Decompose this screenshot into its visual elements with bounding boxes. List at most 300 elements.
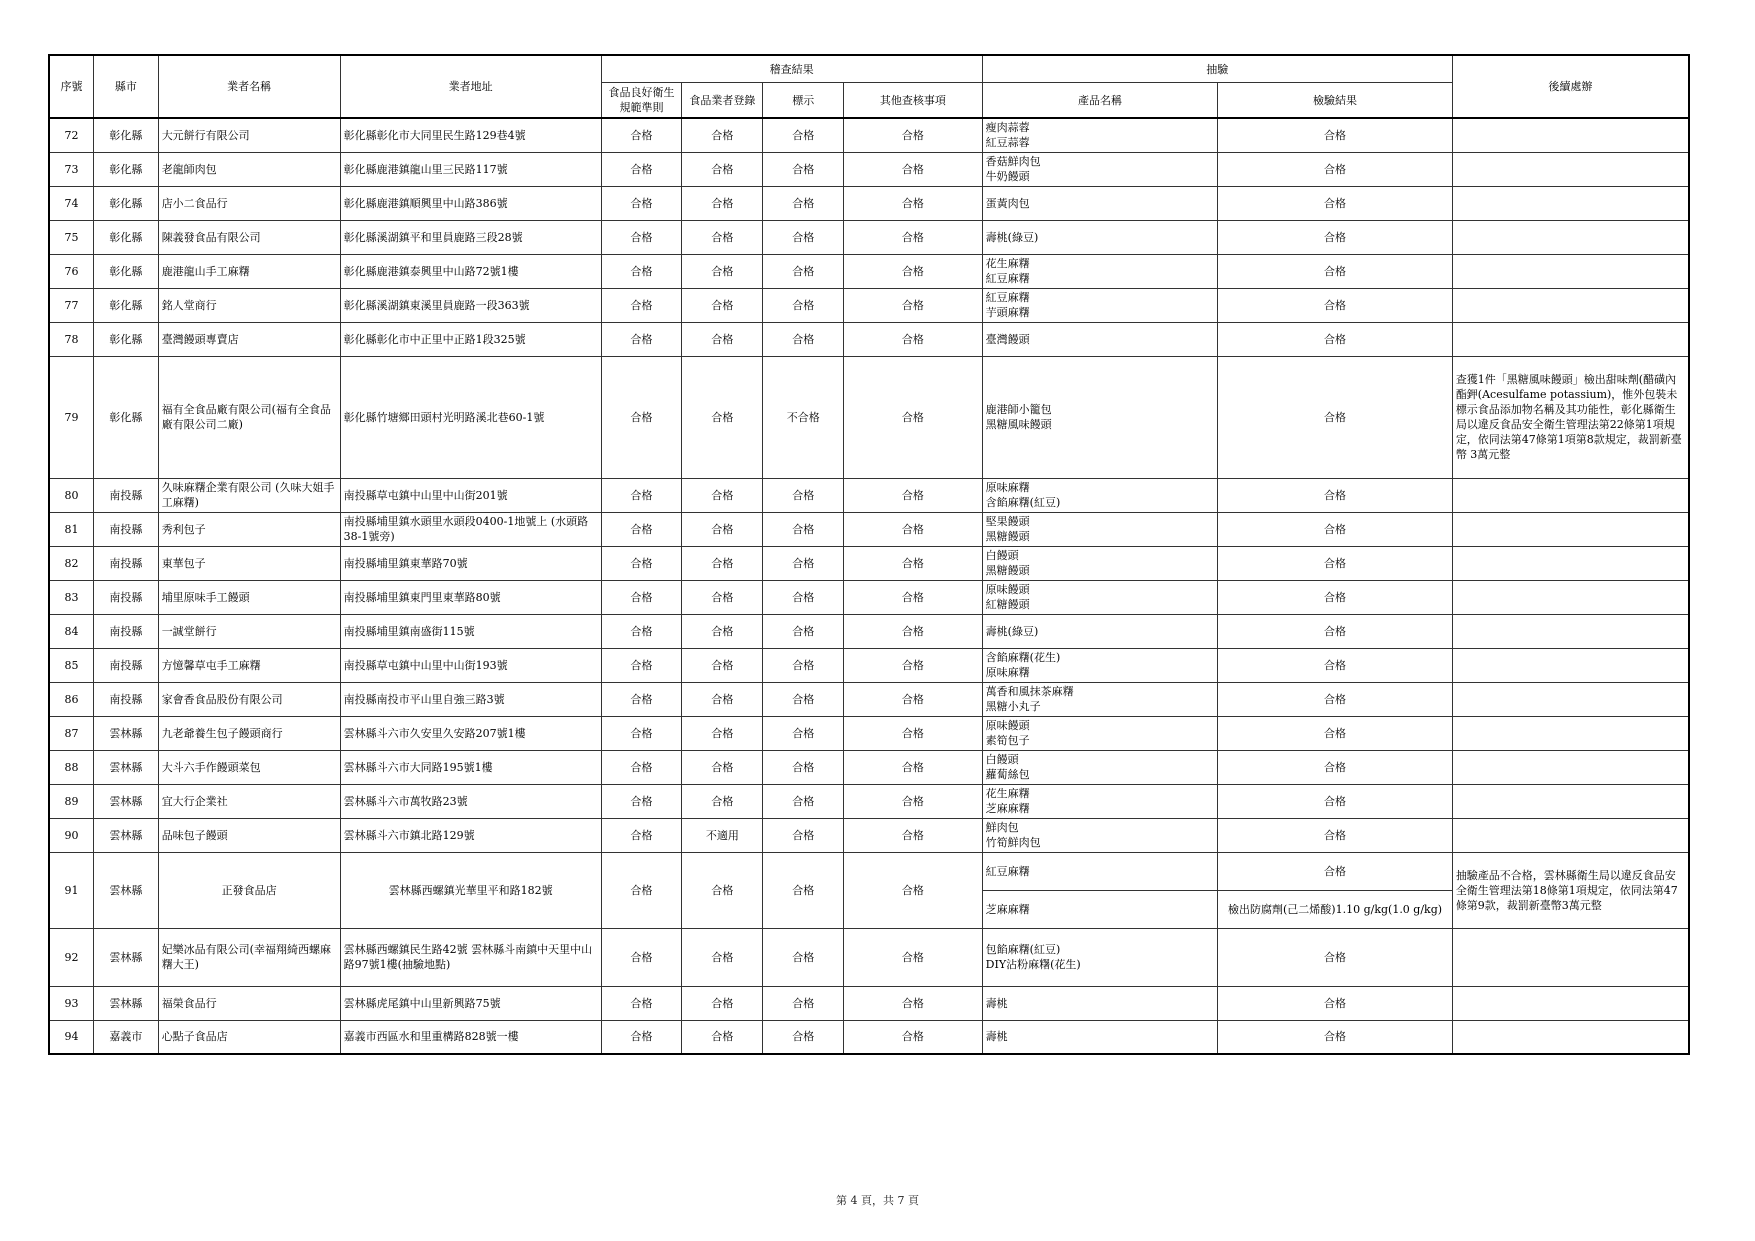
row-labeling-result: 合格 [763, 682, 844, 716]
row-number: 77 [49, 288, 93, 322]
row-registration-result: 合格 [682, 152, 763, 186]
row-products [982, 322, 1218, 356]
product-name: 壽桃(綠豆) [985, 230, 1039, 244]
row-followup [1452, 682, 1689, 716]
product-name: 竹筍鮮肉包 [985, 836, 1041, 849]
table-row [49, 546, 1689, 580]
row-number: 74 [49, 186, 93, 220]
row-other-result: 合格 [844, 986, 983, 1020]
row-registration-result: 合格 [682, 614, 763, 648]
row-county: 南投縣 [93, 512, 158, 546]
row-other-result: 合格 [844, 546, 983, 580]
row-business-name: 埔里原味手工饅頭 [158, 580, 340, 614]
row-number: 93 [49, 986, 93, 1020]
row-county: 南投縣 [93, 546, 158, 580]
row-product: 芝麻麻糬 [982, 890, 1218, 928]
table-row [49, 322, 1689, 356]
row-registration-result: 合格 [682, 478, 763, 512]
row-number: 86 [49, 682, 93, 716]
row-labeling-result: 合格 [763, 986, 844, 1020]
header-gmp: 食品良好衛生規範準則 [601, 83, 682, 119]
row-gmp-result: 合格 [601, 818, 682, 852]
row-gmp-result: 合格 [601, 750, 682, 784]
row-labeling-result: 合格 [763, 322, 844, 356]
row-test-result: 合格 [1218, 750, 1453, 784]
row-other-result: 合格 [844, 254, 983, 288]
row-registration-result: 合格 [682, 852, 763, 928]
row-followup [1452, 322, 1689, 356]
product-name: 原味饅頭 [985, 583, 1030, 596]
table-row [49, 986, 1689, 1020]
row-business-name: 一誠堂餅行 [158, 614, 340, 648]
row-labeling-result: 合格 [763, 750, 844, 784]
table-row [49, 356, 1689, 478]
row-labeling-result: 合格 [763, 614, 844, 648]
product-name: 原味饅頭 [985, 719, 1030, 732]
product-name: 原味麻糬 [985, 666, 1030, 679]
row-products [982, 356, 1218, 478]
row-products [982, 152, 1218, 186]
row-test-result: 合格 [1218, 254, 1453, 288]
row-address: 彰化縣溪湖鎮東溪里員鹿路一段363號 [340, 288, 601, 322]
row-gmp-result: 合格 [601, 478, 682, 512]
row-county: 彰化縣 [93, 186, 158, 220]
row-labeling-result: 合格 [763, 648, 844, 682]
row-number: 72 [49, 118, 93, 152]
row-followup [1452, 928, 1689, 986]
row-gmp-result: 合格 [601, 322, 682, 356]
row-number: 82 [49, 546, 93, 580]
row-gmp-result: 合格 [601, 512, 682, 546]
row-business-name: 店小二食品行 [158, 186, 340, 220]
row-gmp-result: 合格 [601, 648, 682, 682]
row-registration-result: 合格 [682, 512, 763, 546]
row-county: 彰化縣 [93, 356, 158, 478]
row-registration-result: 合格 [682, 580, 763, 614]
row-county: 南投縣 [93, 580, 158, 614]
row-labeling-result: 合格 [763, 186, 844, 220]
row-address: 彰化縣彰化市大同里民生路129巷4號 [340, 118, 601, 152]
row-test-result: 合格 [1218, 716, 1453, 750]
row-followup: 查獲1件「黑糖風味饅頭」檢出甜味劑(醋磺內酯鉀(Acesulfame potassium)，惟外包裝未標示食品添加物名稱及其功能性，彰化縣衛生局以違反食品安全衛生管理法第22條第1項規定，依同法第47條第1項第8款規定，裁罰新臺幣 3萬元整 [1452, 356, 1689, 478]
product-name: 壽桃 [985, 1030, 1008, 1044]
row-registration-result: 合格 [682, 546, 763, 580]
row-products [982, 716, 1218, 750]
row-test-result: 合格 [1218, 648, 1453, 682]
row-labeling-result: 合格 [763, 580, 844, 614]
row-other-result: 合格 [844, 750, 983, 784]
row-number: 81 [49, 512, 93, 546]
product-name: 牛奶饅頭 [985, 170, 1030, 183]
row-address: 彰化縣鹿港鎮泰興里中山路72號1樓 [340, 254, 601, 288]
table-row [49, 716, 1689, 750]
row-number: 85 [49, 648, 93, 682]
row-address: 南投縣埔里鎮水頭里水頭段0400-1地號上 (水頭路38-1號旁) [340, 512, 601, 546]
row-county: 南投縣 [93, 682, 158, 716]
row-test-result: 合格 [1218, 152, 1453, 186]
row-registration-result: 合格 [682, 118, 763, 152]
row-products [982, 478, 1218, 512]
row-other-result: 合格 [844, 1020, 983, 1054]
row-products [982, 186, 1218, 220]
row-county: 彰化縣 [93, 288, 158, 322]
row-address: 南投縣埔里鎮南盛街115號 [340, 614, 601, 648]
row-other-result: 合格 [844, 682, 983, 716]
row-test-result: 合格 [1218, 986, 1453, 1020]
row-county: 雲林縣 [93, 928, 158, 986]
row-followup [1452, 818, 1689, 852]
row-address: 南投縣南投市平山里自強三路3號 [340, 682, 601, 716]
table-row [49, 288, 1689, 322]
row-other-result: 合格 [844, 186, 983, 220]
header-labeling: 標示 [763, 83, 844, 119]
product-name: 含餡麻糬(花生) [985, 651, 1061, 664]
row-registration-result: 合格 [682, 288, 763, 322]
row-business-name: 妃樂冰品有限公司(幸福翔綺西螺麻糬大王) [158, 928, 340, 986]
row-business-name: 臺灣饅頭專賣店 [158, 322, 340, 356]
product-name: 臺灣饅頭 [985, 332, 1030, 346]
product-name: 瘦肉蒜蓉 [985, 121, 1030, 135]
row-products [982, 648, 1218, 682]
header-county: 縣市 [93, 55, 158, 118]
product-name: 黑糖風味饅頭 [985, 418, 1052, 431]
row-number: 78 [49, 322, 93, 356]
header-no: 序號 [49, 55, 93, 118]
row-address: 彰化縣溪湖鎮平和里員鹿路三段28號 [340, 220, 601, 254]
row-address: 彰化縣鹿港鎮龍山里三民路117號 [340, 152, 601, 186]
row-number: 79 [49, 356, 93, 478]
row-products [982, 546, 1218, 580]
row-gmp-result: 合格 [601, 220, 682, 254]
row-labeling-result: 合格 [763, 716, 844, 750]
row-other-result: 合格 [844, 356, 983, 478]
product-name: 堅果饅頭 [985, 515, 1030, 528]
row-gmp-result: 合格 [601, 784, 682, 818]
row-gmp-result: 合格 [601, 580, 682, 614]
row-address: 雲林縣西螺鎮光華里平和路182號 [340, 852, 601, 928]
product-name: 香菇鮮肉包 [985, 155, 1041, 168]
row-labeling-result: 合格 [763, 478, 844, 512]
row-followup [1452, 220, 1689, 254]
row-labeling-result: 合格 [763, 928, 844, 986]
table-row [49, 220, 1689, 254]
product-name: DIY沾粉麻糬(花生) [985, 958, 1081, 971]
row-business-name: 大元餅行有限公司 [158, 118, 340, 152]
table-row [49, 852, 1689, 890]
row-test-result: 合格 [1218, 852, 1453, 890]
product-name: 蘿蔔絲包 [985, 768, 1030, 781]
product-name: 萬香和風抹茶麻糬 [985, 685, 1074, 698]
row-labeling-result: 合格 [763, 288, 844, 322]
table-row [49, 580, 1689, 614]
product-name: 鹿港師小籠包 [985, 403, 1052, 416]
row-followup [1452, 580, 1689, 614]
product-name: 白饅頭 [985, 753, 1019, 766]
row-followup [1452, 1020, 1689, 1054]
header-inspection-group: 稽查結果 [601, 55, 982, 83]
table-row [49, 254, 1689, 288]
row-county: 彰化縣 [93, 220, 158, 254]
row-address: 彰化縣彰化市中正里中正路1段325號 [340, 322, 601, 356]
row-labeling-result: 不合格 [763, 356, 844, 478]
row-followup [1452, 254, 1689, 288]
row-number: 92 [49, 928, 93, 986]
row-county: 雲林縣 [93, 818, 158, 852]
row-followup [1452, 478, 1689, 512]
row-other-result: 合格 [844, 852, 983, 928]
row-test-result: 合格 [1218, 1020, 1453, 1054]
header-name: 業者名稱 [158, 55, 340, 118]
product-name: 原味麻糬 [985, 481, 1030, 494]
row-address: 南投縣草屯鎮中山里中山街193號 [340, 648, 601, 682]
row-followup [1452, 986, 1689, 1020]
row-county: 雲林縣 [93, 986, 158, 1020]
row-registration-result: 合格 [682, 928, 763, 986]
row-followup [1452, 512, 1689, 546]
row-registration-result: 合格 [682, 356, 763, 478]
row-other-result: 合格 [844, 614, 983, 648]
table-row [49, 784, 1689, 818]
table-row [49, 118, 1689, 152]
row-registration-result: 不適用 [682, 818, 763, 852]
row-county: 彰化縣 [93, 152, 158, 186]
row-address: 彰化縣鹿港鎮順興里中山路386號 [340, 186, 601, 220]
product-name: 黑糖饅頭 [985, 564, 1030, 577]
row-county: 雲林縣 [93, 852, 158, 928]
row-other-result: 合格 [844, 784, 983, 818]
row-followup [1452, 648, 1689, 682]
row-address: 南投縣草屯鎮中山里中山街201號 [340, 478, 601, 512]
row-county: 彰化縣 [93, 322, 158, 356]
row-followup [1452, 716, 1689, 750]
row-address: 雲林縣虎尾鎮中山里新興路75號 [340, 986, 601, 1020]
row-address: 雲林縣斗六市鎮北路129號 [340, 818, 601, 852]
row-test-result: 合格 [1218, 220, 1453, 254]
row-address: 雲林縣斗六市萬牧路23號 [340, 784, 601, 818]
row-other-result: 合格 [844, 818, 983, 852]
header-other: 其他查核事項 [844, 83, 983, 119]
row-address: 彰化縣竹塘鄉田頭村光明路溪北巷60-1號 [340, 356, 601, 478]
row-business-name: 方憶馨草屯手工麻糬 [158, 648, 340, 682]
row-products [982, 818, 1218, 852]
row-labeling-result: 合格 [763, 818, 844, 852]
table-row [49, 152, 1689, 186]
table-row [49, 750, 1689, 784]
row-county: 南投縣 [93, 648, 158, 682]
row-gmp-result: 合格 [601, 152, 682, 186]
table-row [49, 614, 1689, 648]
table-row [49, 186, 1689, 220]
page-footer: 第 4 頁，共 7 頁 [836, 1194, 919, 1207]
row-number: 75 [49, 220, 93, 254]
row-products [982, 986, 1218, 1020]
row-labeling-result: 合格 [763, 512, 844, 546]
row-address: 嘉義市西區水和里重構路828號一樓 [340, 1020, 601, 1054]
row-business-name: 福榮食品行 [158, 986, 340, 1020]
row-number: 91 [49, 852, 93, 928]
row-other-result: 合格 [844, 580, 983, 614]
row-registration-result: 合格 [682, 220, 763, 254]
row-other-result: 合格 [844, 220, 983, 254]
row-business-name: 正發食品店 [158, 852, 340, 928]
row-test-result: 合格 [1218, 818, 1453, 852]
row-labeling-result: 合格 [763, 254, 844, 288]
row-test-result: 合格 [1218, 682, 1453, 716]
row-business-name: 秀利包子 [158, 512, 340, 546]
row-test-result: 合格 [1218, 356, 1453, 478]
row-registration-result: 合格 [682, 1020, 763, 1054]
table-row [49, 648, 1689, 682]
row-test-result: 檢出防腐劑(己二烯酸)1.10 g/kg(1.0 g/kg) [1218, 890, 1453, 928]
row-test-result: 合格 [1218, 512, 1453, 546]
header-address: 業者地址 [340, 55, 601, 118]
table-row [49, 478, 1689, 512]
row-address: 南投縣埔里鎮東華路70號 [340, 546, 601, 580]
product-name: 壽桃(綠豆) [985, 624, 1039, 638]
product-name: 紅豆麻糬 [985, 272, 1030, 285]
row-labeling-result: 合格 [763, 852, 844, 928]
product-name: 包餡麻糬(紅豆) [985, 943, 1061, 956]
row-registration-result: 合格 [682, 186, 763, 220]
row-business-name: 陳義發食品有限公司 [158, 220, 340, 254]
row-gmp-result: 合格 [601, 1020, 682, 1054]
row-test-result: 合格 [1218, 928, 1453, 986]
header-sampling-group: 抽驗 [982, 55, 1452, 83]
row-gmp-result: 合格 [601, 682, 682, 716]
row-product: 紅豆麻糬 [982, 852, 1218, 890]
table-row [49, 818, 1689, 852]
row-other-result: 合格 [844, 288, 983, 322]
product-name: 白饅頭 [985, 549, 1019, 562]
row-gmp-result: 合格 [601, 986, 682, 1020]
product-name: 花生麻糬 [985, 787, 1030, 800]
header-test-result: 檢驗結果 [1218, 83, 1453, 119]
row-followup [1452, 784, 1689, 818]
product-name: 黑糖饅頭 [985, 530, 1030, 543]
row-business-name: 東華包子 [158, 546, 340, 580]
row-registration-result: 合格 [682, 986, 763, 1020]
row-followup [1452, 186, 1689, 220]
row-business-name: 福有全食品廠有限公司(福有全食品廠有限公司二廠) [158, 356, 340, 478]
row-followup [1452, 614, 1689, 648]
row-gmp-result: 合格 [601, 716, 682, 750]
product-name: 素筍包子 [985, 734, 1030, 747]
row-registration-result: 合格 [682, 254, 763, 288]
row-business-name: 心點子食品店 [158, 1020, 340, 1054]
row-test-result: 合格 [1218, 546, 1453, 580]
row-labeling-result: 合格 [763, 118, 844, 152]
row-followup [1452, 750, 1689, 784]
row-number: 83 [49, 580, 93, 614]
row-registration-result: 合格 [682, 682, 763, 716]
row-number: 84 [49, 614, 93, 648]
row-number: 73 [49, 152, 93, 186]
row-labeling-result: 合格 [763, 220, 844, 254]
row-gmp-result: 合格 [601, 356, 682, 478]
table-row [49, 512, 1689, 546]
row-products [982, 682, 1218, 716]
row-products [982, 254, 1218, 288]
row-products [982, 1020, 1218, 1054]
row-other-result: 合格 [844, 322, 983, 356]
row-other-result: 合格 [844, 928, 983, 986]
row-followup [1452, 288, 1689, 322]
row-products [982, 614, 1218, 648]
product-name: 芝麻麻糬 [985, 802, 1030, 815]
row-business-name: 鹿港龍山手工麻糬 [158, 254, 340, 288]
row-products [982, 220, 1218, 254]
row-county: 南投縣 [93, 614, 158, 648]
row-business-name: 大斗六手作饅頭菜包 [158, 750, 340, 784]
row-county: 雲林縣 [93, 784, 158, 818]
row-business-name: 品味包子饅頭 [158, 818, 340, 852]
row-registration-result: 合格 [682, 784, 763, 818]
inspection-table [48, 54, 1690, 1055]
row-products [982, 750, 1218, 784]
product-name: 花生麻糬 [985, 257, 1030, 270]
row-followup [1452, 152, 1689, 186]
header-product: 產品名稱 [982, 83, 1218, 119]
row-products [982, 784, 1218, 818]
row-gmp-result: 合格 [601, 852, 682, 928]
row-registration-result: 合格 [682, 322, 763, 356]
row-test-result: 合格 [1218, 322, 1453, 356]
row-number: 89 [49, 784, 93, 818]
row-labeling-result: 合格 [763, 546, 844, 580]
row-other-result: 合格 [844, 512, 983, 546]
product-name: 芋頭麻糬 [985, 306, 1030, 319]
product-name: 蛋黃肉包 [985, 196, 1030, 210]
row-test-result: 合格 [1218, 478, 1453, 512]
table-row [49, 1020, 1689, 1054]
row-products [982, 580, 1218, 614]
row-registration-result: 合格 [682, 648, 763, 682]
row-other-result: 合格 [844, 152, 983, 186]
row-products [982, 288, 1218, 322]
product-name: 紅豆蒜蓉 [985, 136, 1030, 150]
product-name: 紅糖饅頭 [985, 598, 1030, 611]
row-county: 雲林縣 [93, 750, 158, 784]
row-other-result: 合格 [844, 118, 983, 152]
row-county: 嘉義市 [93, 1020, 158, 1054]
row-products [982, 118, 1218, 152]
product-name: 黑糖小丸子 [985, 700, 1041, 713]
row-business-name: 九老爺養生包子饅頭商行 [158, 716, 340, 750]
row-labeling-result: 合格 [763, 784, 844, 818]
row-test-result: 合格 [1218, 288, 1453, 322]
row-address: 雲林縣西螺鎮民生路42號 雲林縣斗南鎮中天里中山路97號1樓(抽驗地點) [340, 928, 601, 986]
row-number: 76 [49, 254, 93, 288]
product-name: 壽桃 [985, 996, 1008, 1010]
row-test-result: 合格 [1218, 118, 1453, 152]
row-products [982, 512, 1218, 546]
row-products [982, 928, 1218, 986]
row-business-name: 久味麻糬企業有限公司 (久味大姐手工麻糬) [158, 478, 340, 512]
row-county: 彰化縣 [93, 118, 158, 152]
row-registration-result: 合格 [682, 750, 763, 784]
row-business-name: 家會香食品股份有限公司 [158, 682, 340, 716]
row-county: 彰化縣 [93, 254, 158, 288]
row-test-result: 合格 [1218, 784, 1453, 818]
row-followup: 抽驗產品不合格，雲林縣衛生局以違反食品安全衛生管理法第18條第1項規定，依同法第47條第9款，裁罰新臺幣3萬元整 [1452, 852, 1689, 928]
table-body [49, 118, 1689, 1054]
row-gmp-result: 合格 [601, 254, 682, 288]
row-test-result: 合格 [1218, 580, 1453, 614]
row-number: 90 [49, 818, 93, 852]
row-address: 南投縣埔里鎮東門里東華路80號 [340, 580, 601, 614]
row-business-name: 銘人堂商行 [158, 288, 340, 322]
row-gmp-result: 合格 [601, 118, 682, 152]
